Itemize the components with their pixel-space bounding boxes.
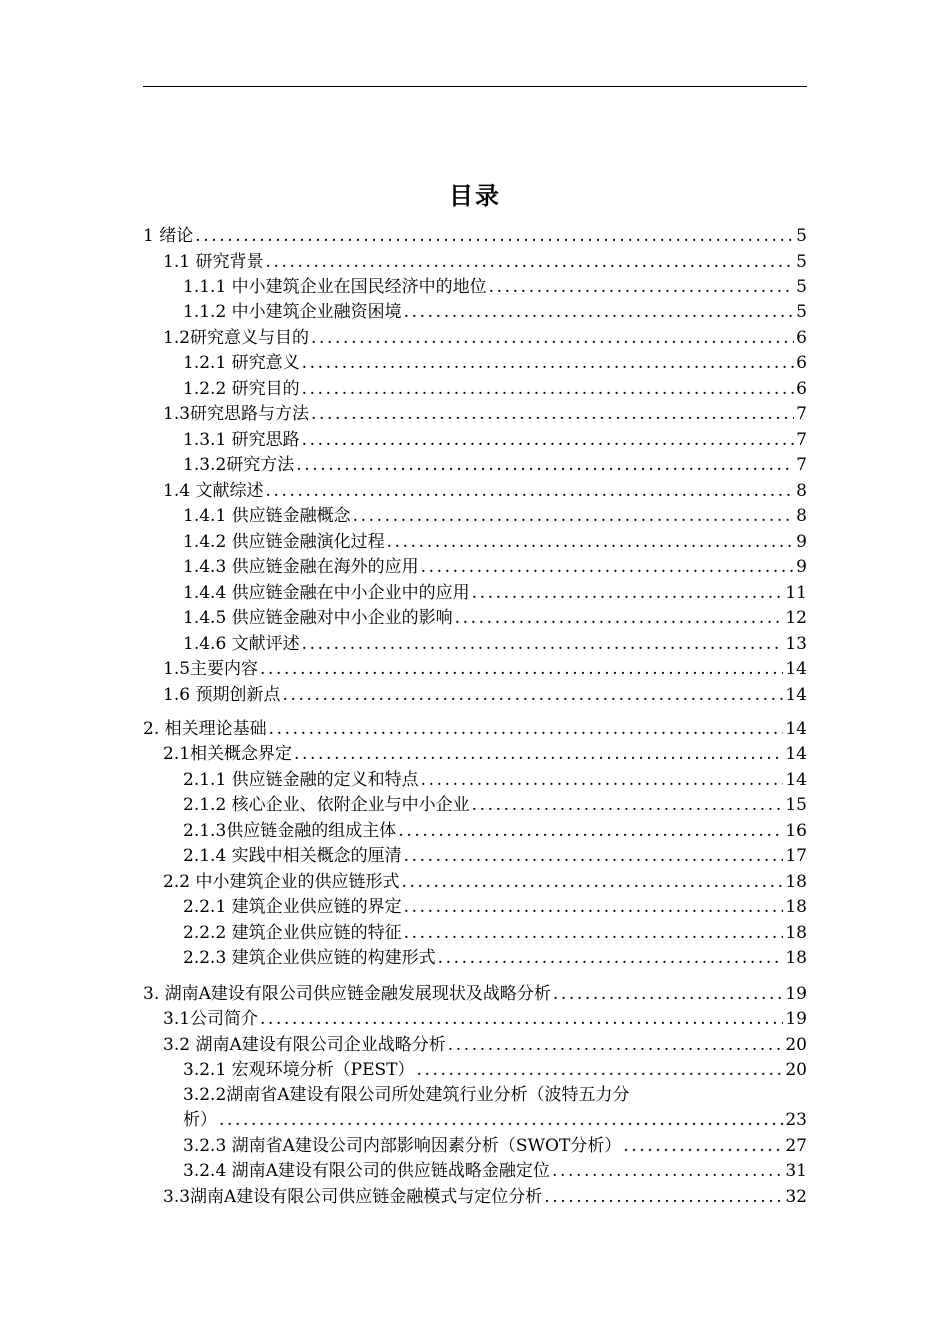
toc-label: 1.1 研究背景: [163, 252, 264, 272]
toc-entry[interactable]: [183, 428, 807, 452]
toc-label: 2.1.1 供应链金融的定义和特点: [183, 770, 419, 790]
toc-leader: [387, 530, 795, 554]
toc-entry[interactable]: [183, 844, 807, 868]
toc-entry[interactable]: [163, 1007, 807, 1031]
toc-page: 5: [796, 277, 807, 297]
toc-entry[interactable]: [183, 1159, 807, 1183]
toc-page: 18: [785, 923, 807, 943]
toc-leader: [260, 1007, 783, 1031]
toc-page: 7: [796, 455, 807, 475]
toc-page: 19: [785, 1009, 807, 1029]
toc-leader: [404, 921, 784, 945]
toc-leader: [404, 895, 784, 919]
toc-label: 2.1相关概念界定: [163, 744, 293, 764]
toc-entry[interactable]: [163, 250, 807, 274]
toc-entry[interactable]: [183, 581, 807, 605]
toc-label: 3.3湖南A建设有限公司供应链金融模式与定位分析: [163, 1187, 543, 1207]
toc-page: 31: [785, 1161, 807, 1181]
toc-label: 1.3.1 研究思路: [183, 430, 300, 450]
toc-leader: [302, 351, 795, 375]
toc-entry[interactable]: [183, 921, 807, 945]
toc-leader: [195, 224, 794, 248]
toc-label: 1 绪论: [143, 226, 194, 246]
toc-leader: [302, 632, 784, 656]
toc-leader: [353, 504, 795, 528]
toc-page: 23: [785, 1110, 807, 1130]
toc-leader: [552, 1159, 783, 1183]
toc-label: 1.6 预期创新点: [163, 685, 281, 705]
toc-leader: [302, 377, 795, 401]
toc-entry[interactable]: [183, 530, 807, 554]
toc-entry[interactable]: [183, 1058, 807, 1082]
toc-page: 6: [796, 353, 807, 373]
toc-label: 2.2.2 建筑企业供应链的特征: [183, 923, 402, 943]
toc-entry[interactable]: [143, 982, 807, 1006]
toc-entry[interactable]: [183, 504, 807, 528]
toc-label: 1.1.2 中小建筑企业融资困境: [183, 302, 402, 322]
toc-entry[interactable]: [183, 1134, 807, 1158]
toc-entry[interactable]: [183, 895, 807, 919]
toc-page: 6: [796, 328, 807, 348]
toc-label: 1.3研究思路与方法: [163, 404, 310, 424]
toc-label: 析）: [183, 1110, 217, 1130]
toc-page: 18: [785, 897, 807, 917]
toc-label: 1.4.2 供应链金融演化过程: [183, 532, 385, 552]
toc-entry[interactable]: [163, 870, 807, 894]
toc-leader: [448, 1033, 784, 1057]
toc-page: 18: [785, 948, 807, 968]
toc-leader: [472, 793, 784, 817]
toc-label: 2.2 中小建筑企业的供应链形式: [163, 872, 400, 892]
toc-page: 8: [796, 506, 807, 526]
toc-page: 17: [785, 846, 807, 866]
toc-leader: [553, 982, 783, 1006]
toc-leader: [311, 402, 794, 426]
toc-entry[interactable]: [163, 1185, 807, 1209]
toc-entry[interactable]: [163, 402, 807, 426]
toc-label: 1.4.3 供应链金融在海外的应用: [183, 557, 419, 577]
toc-label: 1.2.2 研究目的: [183, 379, 300, 399]
toc-label: 1.4.6 文献评述: [183, 634, 300, 654]
toc-page: 27: [785, 1136, 807, 1156]
toc-label: 1.4 文献综述: [163, 481, 264, 501]
toc-page: 16: [785, 821, 807, 841]
toc-leader: [404, 300, 795, 324]
toc-label: 2. 相关理论基础: [143, 719, 267, 739]
toc-leader: [302, 428, 795, 452]
toc-label: 1.4.5 供应链金融对中小企业的影响: [183, 608, 453, 628]
toc-page: 14: [785, 719, 807, 739]
toc-entry[interactable]: [183, 793, 807, 817]
toc-leader: [265, 250, 794, 274]
toc-page: 11: [785, 583, 807, 603]
toc-leader: [311, 326, 794, 350]
toc-entry[interactable]: [183, 351, 807, 375]
toc-entry[interactable]: [163, 657, 807, 681]
toc-leader: [260, 657, 783, 681]
toc-leader: [282, 683, 783, 707]
toc-label: 3.2.3 湖南省A建设公司内部影响因素分析（SWOT分析）: [183, 1136, 622, 1156]
toc-label: 1.2.1 研究意义: [183, 353, 300, 373]
toc-page: 14: [785, 770, 807, 790]
toc-label: 3. 湖南A建设有限公司供应链金融发展现状及战略分析: [143, 984, 551, 1004]
toc-label: 1.2研究意义与目的: [163, 328, 310, 348]
toc-entry[interactable]: [183, 819, 807, 843]
toc-page: 13: [785, 634, 807, 654]
toc-label: 3.1公司简介: [163, 1009, 259, 1029]
page-title: 目录: [449, 182, 501, 210]
toc-leader: [398, 819, 783, 843]
toc-page: 15: [785, 795, 807, 815]
toc-label: 1.4.1 供应链金融概念: [183, 506, 351, 526]
toc-label: 2.1.2 核心企业、依附企业与中小企业: [183, 795, 470, 815]
toc-entry[interactable]: [183, 555, 807, 579]
toc-label: 2.1.4 实践中相关概念的厘清: [183, 846, 402, 866]
toc-entry[interactable]: [183, 300, 807, 324]
header-rule: [143, 86, 807, 87]
toc-entry[interactable]: [163, 742, 807, 766]
toc-leader: [472, 581, 784, 605]
toc-leader: [417, 1058, 784, 1082]
toc-leader: [269, 717, 784, 741]
toc-label: 2.1.3供应链金融的组成主体: [183, 821, 397, 841]
toc-label: 3.2.1 宏观环境分析（PEST）: [183, 1060, 415, 1080]
toc-leader: [219, 1108, 783, 1132]
toc-entry[interactable]: [163, 683, 807, 707]
toc-label: 1.3.2研究方法: [183, 455, 295, 475]
toc-leader: [544, 1185, 783, 1209]
toc-page: 9: [796, 557, 807, 577]
toc-label: 3.2.4 湖南A建设有限公司的供应链战略金融定位: [183, 1161, 550, 1181]
toc-leader: [401, 870, 783, 894]
toc-page: 19: [785, 984, 807, 1004]
toc-label: 2.2.1 建筑企业供应链的界定: [183, 897, 402, 917]
toc-entry[interactable]: [183, 946, 807, 970]
toc-leader: [265, 479, 794, 503]
toc-page: 7: [796, 404, 807, 424]
toc-entry[interactable]: [183, 377, 807, 401]
toc-entry[interactable]: [183, 768, 807, 792]
toc-leader: [438, 946, 784, 970]
toc-page: 14: [785, 744, 807, 764]
toc-entry[interactable]: [163, 479, 807, 503]
toc-page: 12: [785, 608, 807, 628]
toc-page: 20: [785, 1035, 807, 1055]
toc-page: 6: [796, 379, 807, 399]
toc-entry[interactable]: [143, 717, 807, 741]
toc-label: 3.2 湖南A建设有限公司企业战略分析: [163, 1035, 446, 1055]
toc-entry[interactable]: [183, 275, 807, 299]
toc-entry[interactable]: [143, 224, 807, 248]
toc-leader: [404, 844, 784, 868]
toc-leader: [421, 555, 795, 579]
toc-leader: [421, 768, 784, 792]
toc-page: 14: [785, 685, 807, 705]
toc-entry-wrapped-label[interactable]: 3.2.2湖南省A建设有限公司所处建筑行业分析（波特五力分: [183, 1085, 630, 1105]
toc-label: 1.4.4 供应链金融在中小企业中的应用: [183, 583, 470, 603]
toc-entry[interactable]: [183, 453, 807, 477]
toc-page: 5: [796, 252, 807, 272]
toc-page: 18: [785, 872, 807, 892]
toc-page: 7: [796, 430, 807, 450]
toc-page: 20: [785, 1060, 807, 1080]
toc-entry[interactable]: [183, 606, 807, 630]
toc-leader: [294, 742, 783, 766]
toc-leader: [296, 453, 794, 477]
toc-entry[interactable]: [163, 326, 807, 350]
toc-entry[interactable]: [183, 632, 807, 656]
toc-page: 32: [785, 1187, 807, 1207]
toc-page: 5: [796, 226, 807, 246]
toc-page: 8: [796, 481, 807, 501]
toc-label: 1.5主要内容: [163, 659, 259, 679]
toc-page: 9: [796, 532, 807, 552]
toc-page: 5: [796, 302, 807, 322]
toc-label: 1.1.1 中小建筑企业在国民经济中的地位: [183, 277, 487, 297]
toc-leader: [623, 1134, 783, 1158]
toc-leader: [455, 606, 784, 630]
toc-page: 14: [785, 659, 807, 679]
toc-entry[interactable]: [163, 1033, 807, 1057]
toc-leader: [489, 275, 795, 299]
toc-label: 2.2.3 建筑企业供应链的构建形式: [183, 948, 436, 968]
toc-entry[interactable]: [183, 1108, 807, 1132]
